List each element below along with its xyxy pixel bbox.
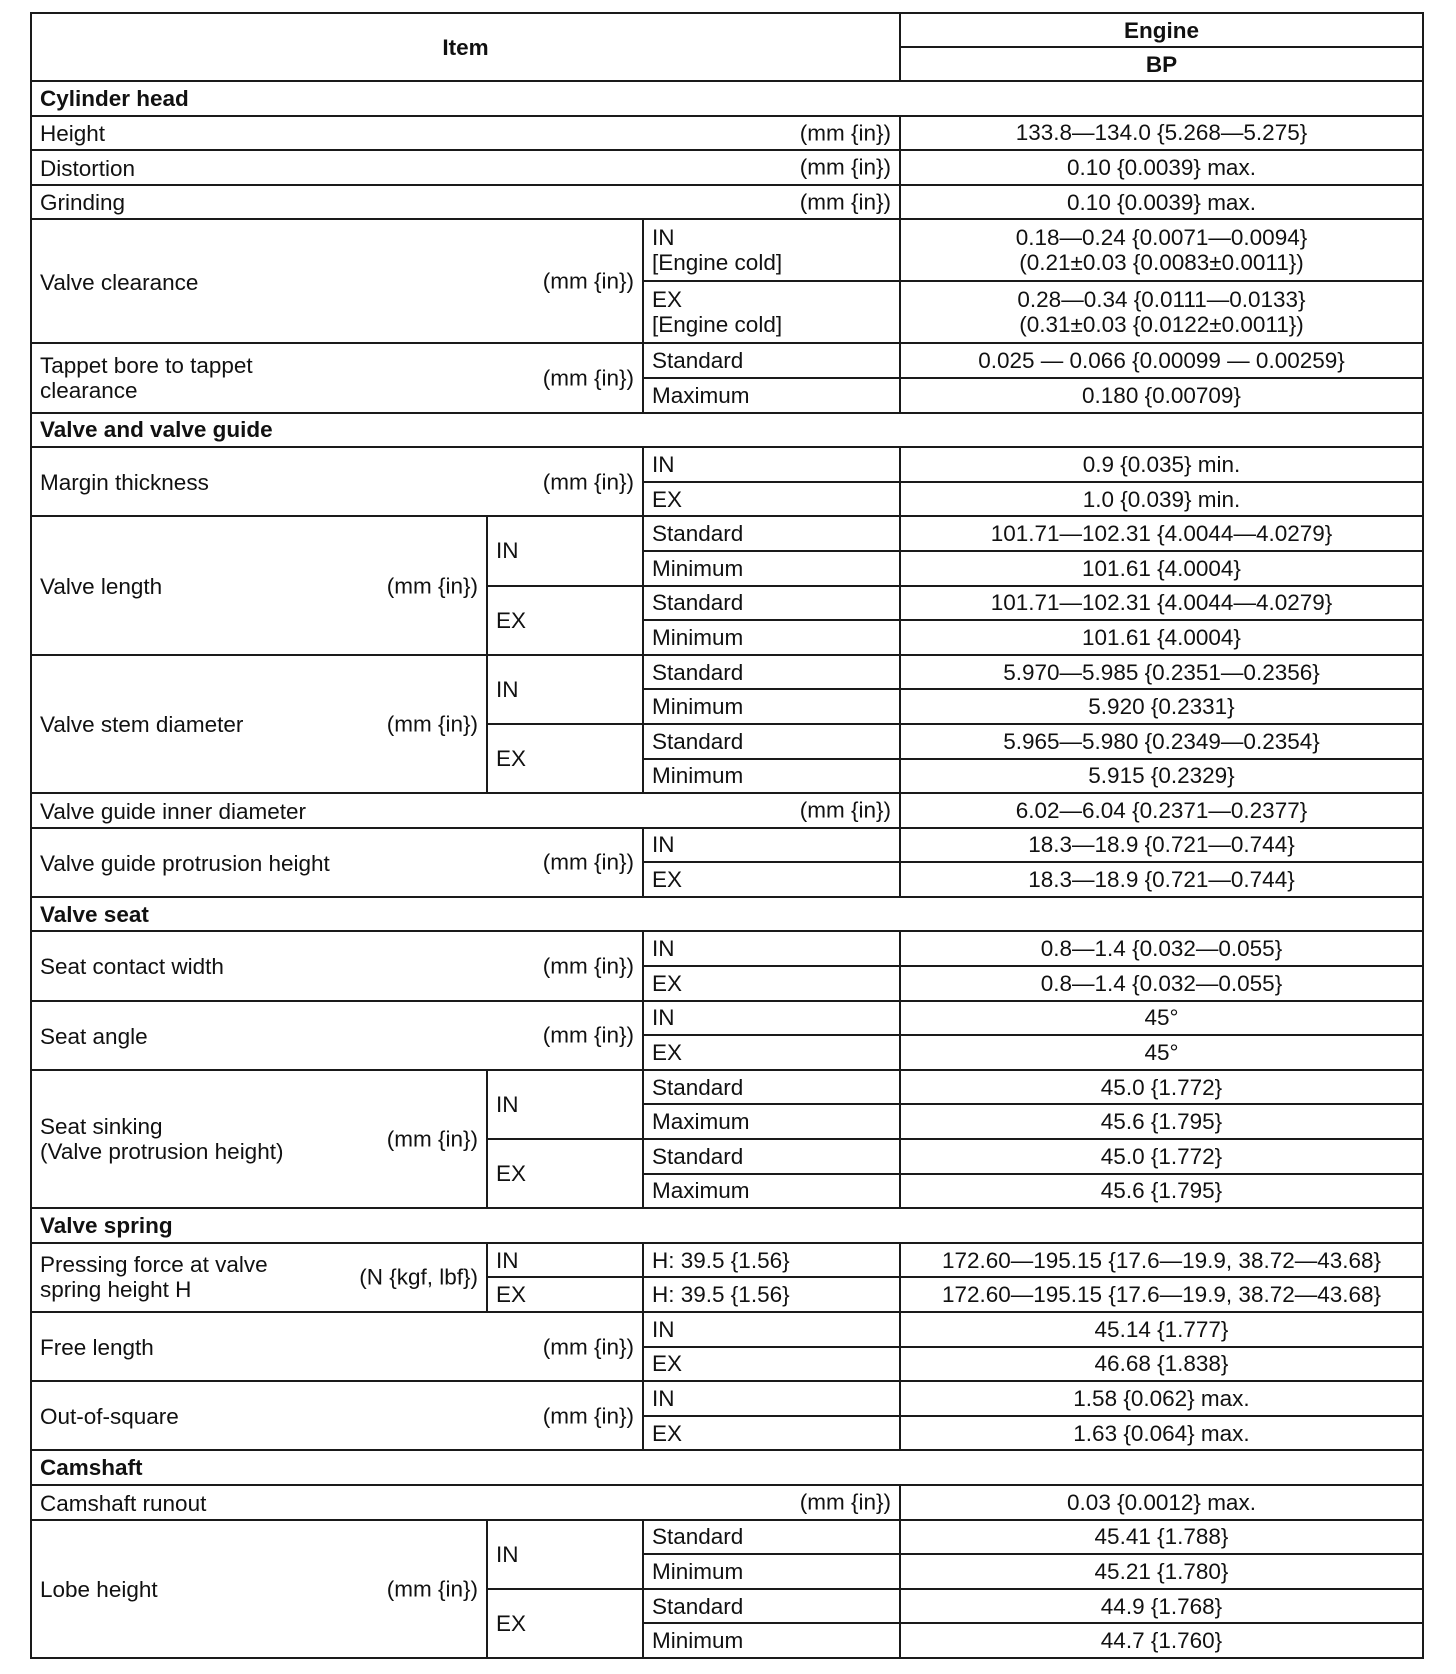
table-row	[31, 1243, 1423, 1278]
label-minimum: Minimum	[643, 759, 900, 794]
value-margin-ex: 1.0 {0.039} min.	[900, 482, 1423, 517]
value-sinking-in-standard: 45.0 {1.772}	[900, 1070, 1423, 1105]
value-seat-contact-ex: 0.8—1.4 {0.032—0.055}	[900, 966, 1423, 1001]
unit-label: (mm {in})	[799, 189, 891, 215]
table-row	[31, 447, 1423, 482]
label-ex: EX	[487, 724, 643, 793]
unit-label: (mm {in})	[799, 120, 891, 146]
item-valve-stem-diameter: Valve stem diameter (mm {in})	[31, 655, 487, 793]
value-sinking-ex-standard: 45.0 {1.772}	[900, 1139, 1423, 1174]
value-length-ex-standard: 101.71—102.31 {4.0044—4.0279}	[900, 586, 1423, 621]
section-row	[31, 1208, 1423, 1243]
unit-label: (mm {in})	[799, 154, 891, 180]
section-camshaft: Camshaft	[31, 1450, 1423, 1485]
label-in: IN	[643, 931, 900, 966]
item-margin-thickness: Margin thickness (mm {in})	[31, 447, 643, 516]
value-out-of-square-ex: 1.63 {0.064} max.	[900, 1416, 1423, 1451]
table-row	[31, 1070, 1423, 1105]
value-seat-contact-in: 0.8—1.4 {0.032—0.055}	[900, 931, 1423, 966]
item-valve-guide-protrusion: Valve guide protrusion height (mm {in})	[31, 828, 643, 897]
value-length-ex-minimum: 101.61 {4.0004}	[900, 620, 1423, 655]
label-minimum: Minimum	[643, 551, 900, 586]
label-spring-height: H: 39.5 {1.56}	[643, 1277, 900, 1312]
label-standard: Standard	[643, 724, 900, 759]
value-tappet-standard: 0.025 — 0.066 {0.00099 — 0.00259}	[900, 343, 1423, 378]
section-row	[31, 897, 1423, 932]
label-minimum: Minimum	[643, 689, 900, 724]
table-row	[31, 219, 1423, 281]
table-row	[31, 1381, 1423, 1416]
unit-label: (mm {in})	[542, 365, 634, 391]
section-valve-spring: Valve spring	[31, 1208, 1423, 1243]
value-guide-protrusion-ex: 18.3—18.9 {0.721—0.744}	[900, 862, 1423, 897]
table-row	[31, 1520, 1423, 1555]
label-minimum: Minimum	[643, 620, 900, 655]
label-ex: EX	[487, 586, 643, 655]
unit-label: (mm {in})	[386, 1576, 478, 1602]
table-row	[31, 1001, 1423, 1036]
label-in: IN	[643, 1001, 900, 1036]
value-pressing-in: 172.60—195.15 {17.6—19.9, 38.72—43.68}	[900, 1243, 1423, 1278]
value-camshaft-runout: 0.03 {0.0012} max.	[900, 1485, 1423, 1520]
label-standard: Standard	[643, 516, 900, 551]
item-out-of-square: Out-of-square (mm {in})	[31, 1381, 643, 1450]
label-ex: EX	[487, 1589, 643, 1658]
unit-label: (mm {in})	[542, 1403, 634, 1429]
value-tappet-maximum: 0.180 {0.00709}	[900, 378, 1423, 413]
section-row	[31, 81, 1423, 116]
unit-label: (mm {in})	[542, 1334, 634, 1360]
table-row	[31, 516, 1423, 551]
unit-label: (mm {in})	[542, 849, 634, 875]
value-distortion: 0.10 {0.0039} max.	[900, 150, 1423, 185]
value-margin-in: 0.9 {0.035} min.	[900, 447, 1423, 482]
value-height: 133.8—134.0 {5.268—5.275}	[900, 116, 1423, 151]
item-free-length: Free length (mm {in})	[31, 1312, 643, 1381]
item-distortion: Distortion (mm {in})	[31, 150, 900, 185]
item-camshaft-runout: Camshaft runout (mm {in})	[31, 1485, 900, 1520]
section-cylinder-head: Cylinder head	[31, 81, 1423, 116]
label-standard: Standard	[643, 343, 900, 378]
label-in: IN	[487, 655, 643, 724]
item-height: Height (mm {in})	[31, 116, 900, 151]
item-seat-sinking: Seat sinking (Valve protrusion height) (mm {in})	[31, 1070, 487, 1208]
label-in: IN	[643, 1312, 900, 1347]
label-ex: EX	[643, 1416, 900, 1451]
value-seat-angle-ex: 45°	[900, 1035, 1423, 1070]
table-row	[31, 185, 1423, 220]
item-valve-guide-inner: Valve guide inner diameter (mm {in})	[31, 793, 900, 828]
table-row	[31, 931, 1423, 966]
value-valve-clearance-in: 0.18—0.24 {0.0071—0.0094} (0.21±0.03 {0.0083±0.0011})	[900, 219, 1423, 281]
item-grinding: Grinding (mm {in})	[31, 185, 900, 220]
value-guide-protrusion-in: 18.3—18.9 {0.721—0.744}	[900, 828, 1423, 863]
label-standard: Standard	[643, 1520, 900, 1555]
unit-label: (mm {in})	[386, 711, 478, 737]
label-standard: Standard	[643, 586, 900, 621]
value-guide-inner: 6.02—6.04 {0.2371—0.2377}	[900, 793, 1423, 828]
label-ex: EX	[643, 966, 900, 1001]
label-in: IN	[643, 828, 900, 863]
label-ex: EX	[643, 1035, 900, 1070]
engine-model-header: BP	[900, 47, 1423, 81]
value-free-length-in: 45.14 {1.777}	[900, 1312, 1423, 1347]
item-lobe-height: Lobe height (mm {in})	[31, 1520, 487, 1658]
value-sinking-in-maximum: 45.6 {1.795}	[900, 1104, 1423, 1139]
unit-label: (mm {in})	[799, 797, 891, 823]
label-in: IN	[643, 447, 900, 482]
unit-label: (mm {in})	[386, 1126, 478, 1152]
label-ex: EX	[643, 482, 900, 517]
label-in: IN	[487, 1243, 643, 1278]
unit-label: (mm {in})	[542, 469, 634, 495]
item-pressing-force: Pressing force at valve spring height H (N {kgf, lbf})	[31, 1243, 487, 1312]
value-lobe-ex-standard: 44.9 {1.768}	[900, 1589, 1423, 1624]
label-minimum: Minimum	[643, 1623, 900, 1658]
value-free-length-ex: 46.68 {1.838}	[900, 1347, 1423, 1382]
label-standard: Standard	[643, 655, 900, 690]
label-in: IN	[487, 1070, 643, 1139]
header-row-1	[31, 13, 1423, 47]
table-row	[31, 150, 1423, 185]
value-stem-in-standard: 5.970—5.985 {0.2351—0.2356}	[900, 655, 1423, 690]
value-sinking-ex-maximum: 45.6 {1.795}	[900, 1174, 1423, 1209]
label-in: IN	[643, 1381, 900, 1416]
item-valve-clearance: Valve clearance (mm {in})	[31, 219, 643, 343]
table-row	[31, 1485, 1423, 1520]
item-seat-contact-width: Seat contact width (mm {in})	[31, 931, 643, 1000]
value-stem-ex-minimum: 5.915 {0.2329}	[900, 759, 1423, 794]
label-in: IN	[487, 1520, 643, 1589]
label-standard: Standard	[643, 1589, 900, 1624]
unit-label: (mm {in})	[542, 953, 634, 979]
section-row	[31, 413, 1423, 448]
label-maximum: Maximum	[643, 1174, 900, 1209]
value-lobe-ex-minimum: 44.7 {1.760}	[900, 1623, 1423, 1658]
table-row	[31, 828, 1423, 863]
label-standard: Standard	[643, 1070, 900, 1105]
value-stem-in-minimum: 5.920 {0.2331}	[900, 689, 1423, 724]
value-length-in-minimum: 101.61 {4.0004}	[900, 551, 1423, 586]
label-standard: Standard	[643, 1139, 900, 1174]
value-lobe-in-minimum: 45.21 {1.780}	[900, 1554, 1423, 1589]
unit-label: (N {kgf, lbf})	[359, 1264, 478, 1290]
label-ex: EX	[487, 1139, 643, 1208]
engine-spec-table	[30, 12, 1424, 1659]
unit-label: (mm {in})	[542, 268, 634, 294]
table-row	[31, 655, 1423, 690]
item-seat-angle: Seat angle (mm {in})	[31, 1001, 643, 1070]
value-lobe-in-standard: 45.41 {1.788}	[900, 1520, 1423, 1555]
table-row	[31, 343, 1423, 378]
label-in-engine-cold: IN [Engine cold]	[643, 219, 900, 281]
label-ex: EX	[487, 1277, 643, 1312]
label-ex: EX	[643, 1347, 900, 1382]
label-spring-height: H: 39.5 {1.56}	[643, 1243, 900, 1278]
label-maximum: Maximum	[643, 378, 900, 413]
item-tappet-clearance: Tappet bore to tappet clearance (mm {in})	[31, 343, 643, 412]
engine-header: Engine	[900, 13, 1423, 47]
label-minimum: Minimum	[643, 1554, 900, 1589]
item-valve-length: Valve length (mm {in})	[31, 516, 487, 654]
value-pressing-ex: 172.60—195.15 {17.6—19.9, 38.72—43.68}	[900, 1277, 1423, 1312]
unit-label: (mm {in})	[386, 573, 478, 599]
label-ex-engine-cold: EX [Engine cold]	[643, 281, 900, 343]
value-stem-ex-standard: 5.965—5.980 {0.2349—0.2354}	[900, 724, 1423, 759]
label-ex: EX	[643, 862, 900, 897]
label-maximum: Maximum	[643, 1104, 900, 1139]
value-grinding: 0.10 {0.0039} max.	[900, 185, 1423, 220]
value-valve-clearance-ex: 0.28—0.34 {0.0111—0.0133} (0.31±0.03 {0.0122±0.0011})	[900, 281, 1423, 343]
section-valve-and-guide: Valve and valve guide	[31, 413, 1423, 448]
table-row	[31, 793, 1423, 828]
value-out-of-square-in: 1.58 {0.062} max.	[900, 1381, 1423, 1416]
unit-label: (mm {in})	[799, 1489, 891, 1515]
unit-label: (mm {in})	[542, 1022, 634, 1048]
table-row	[31, 1312, 1423, 1347]
table-row	[31, 116, 1423, 151]
section-valve-seat: Valve seat	[31, 897, 1423, 932]
item-header: Item	[31, 13, 900, 81]
label-in: IN	[487, 516, 643, 585]
value-length-in-standard: 101.71—102.31 {4.0044—4.0279}	[900, 516, 1423, 551]
value-seat-angle-in: 45°	[900, 1001, 1423, 1036]
section-row	[31, 1450, 1423, 1485]
